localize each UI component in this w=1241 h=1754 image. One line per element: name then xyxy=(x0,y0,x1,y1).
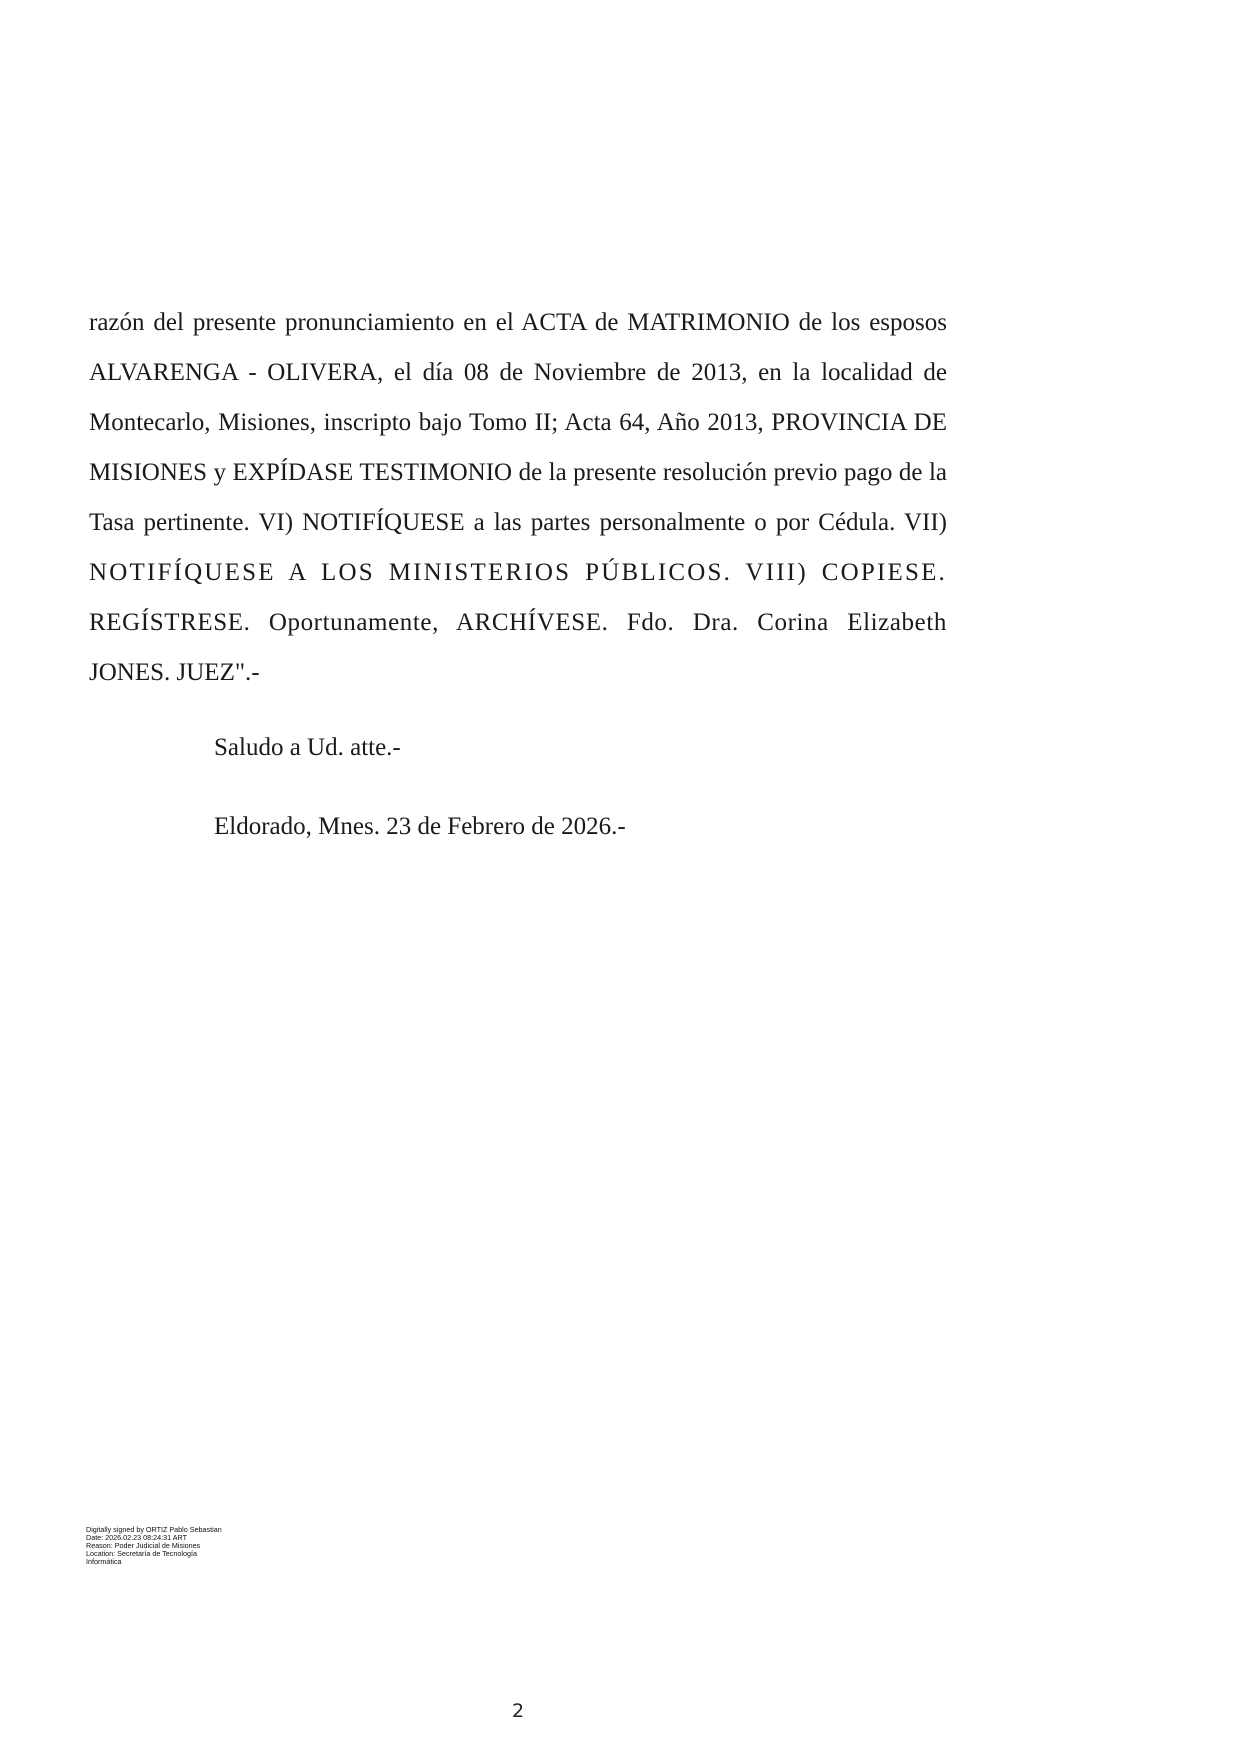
signature-line: Digitally signed by ORTIZ Pablo Sebastian xyxy=(86,1525,222,1534)
signature-line: Date: 2026.02.23 08:24:31 ART xyxy=(86,1533,187,1542)
digital-signature-stamp xyxy=(86,1526,256,1566)
signature-line: Informática xyxy=(86,1557,122,1566)
body-line: NOTIFÍQUESE A LOS MINISTERIOS PÚBLICOS. VIII) COPIESE. xyxy=(89,559,947,586)
body-line: ALVARENGA - OLIVERA, el día 08 de Noviembre de 2013, en la localidad de xyxy=(89,359,947,386)
body-line: Tasa pertinente. VI) NOTIFÍQUESE a las partes personalmente o por Cédula. VII) xyxy=(89,509,947,536)
place-date-line: Eldorado, Mnes. 23 de Febrero de 2026.- xyxy=(214,813,626,840)
greeting-line: Saludo a Ud. atte.- xyxy=(214,734,401,761)
body-line: MISIONES y EXPÍDASE TESTIMONIO de la presente resolución previo pago de la xyxy=(89,459,947,486)
signature-line: Reason: Poder Judicial de Misiones xyxy=(86,1541,201,1550)
signature-line: Location: Secretaría de Tecnología xyxy=(86,1549,197,1558)
body-line: REGÍSTRESE. Oportunamente, ARCHÍVESE. Fdo. Dra. Corina Elizabeth xyxy=(89,609,947,636)
body-line: Montecarlo, Misiones, inscripto bajo Tomo II; Acta 64, Año 2013, PROVINCIA DE xyxy=(89,409,947,436)
body-line: JONES. JUEZ".- xyxy=(89,659,260,686)
page-number: 2 xyxy=(511,1700,525,1722)
body-paragraph xyxy=(89,298,947,698)
body-line: razón del presente pronunciamiento en el ACTA de MATRIMONIO de los esposos xyxy=(89,309,947,336)
